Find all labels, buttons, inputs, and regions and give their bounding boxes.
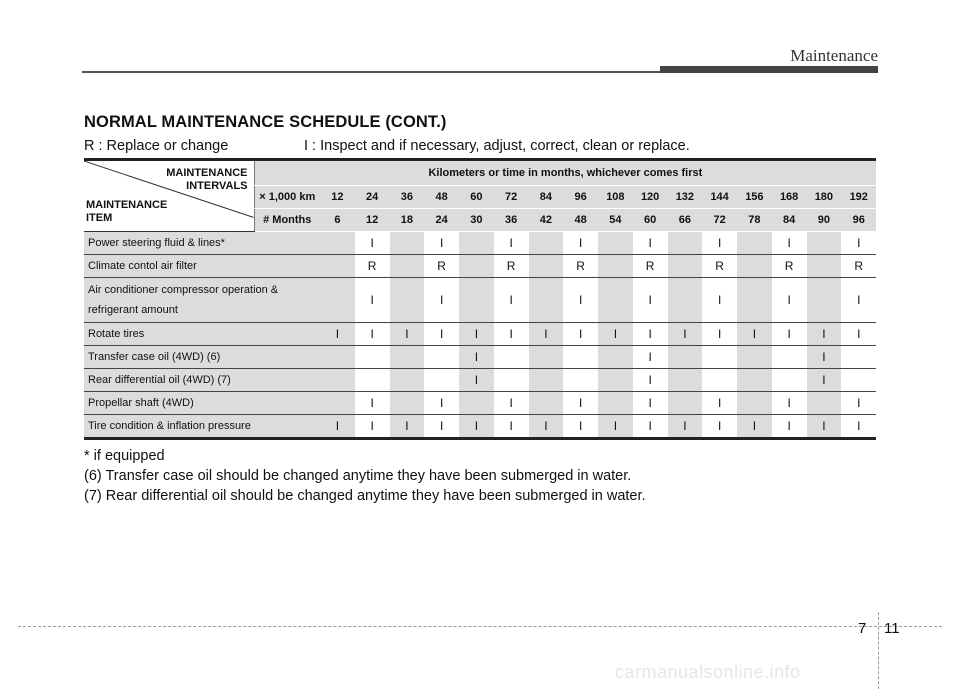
schedule-cell: I [494,232,529,255]
km-value: 24 [355,186,390,209]
schedule-cell: I [702,323,737,346]
schedule-cell: I [424,415,459,439]
schedule-cell [320,232,355,255]
note-transfer-case: (6) Transfer case oil should be changed anytime they have been submerged in water. [84,468,632,484]
km-value: 72 [494,186,529,209]
schedule-cell [424,369,459,392]
schedule-cell: I [633,392,668,415]
schedule-cell: I [841,232,876,255]
months-value: 78 [737,209,772,232]
months-value: 48 [563,209,598,232]
km-value: 168 [772,186,807,209]
header-rule-thin [82,71,662,73]
months-value: 30 [459,209,494,232]
schedule-cell: I [529,415,564,439]
schedule-cell [390,255,425,278]
schedule-cell [320,278,355,323]
schedule-cell [598,278,633,323]
months-value: 36 [494,209,529,232]
schedule-cell: R [424,255,459,278]
schedule-cell: R [702,255,737,278]
schedule-cell [737,232,772,255]
corner-intervals-label: MAINTENANCE INTERVALS [166,167,248,192]
schedule-cell: I [320,323,355,346]
schedule-cell [668,369,703,392]
schedule-cell: I [424,392,459,415]
schedule-cell: I [355,278,390,323]
schedule-cell [807,392,842,415]
page-number: 11 [884,620,900,637]
schedule-cell: I [355,392,390,415]
schedule-cell [841,369,876,392]
schedule-cell: I [633,369,668,392]
schedule-cell: I [494,278,529,323]
schedule-cell: I [841,278,876,323]
schedule-cell [598,392,633,415]
schedule-cell: I [563,392,598,415]
chapter-number: 7 [858,620,867,637]
km-value: 156 [737,186,772,209]
item-label: Rotate tires [84,323,320,346]
table-corner [84,160,254,232]
schedule-cell: I [841,323,876,346]
schedule-cell: I [494,415,529,439]
schedule-cell [529,369,564,392]
item-label: Rear differential oil (4WD) (7) [84,369,320,392]
schedule-cell: I [807,369,842,392]
schedule-cell: I [598,415,633,439]
schedule-cell: I [737,323,772,346]
schedule-cell [390,278,425,323]
schedule-cell: I [563,232,598,255]
schedule-cell [772,346,807,369]
km-value: 36 [390,186,425,209]
km-value: 120 [633,186,668,209]
schedule-cell: I [563,323,598,346]
schedule-cell: I [633,278,668,323]
schedule-cell [737,392,772,415]
schedule-cell [807,255,842,278]
schedule-cell: I [459,323,494,346]
schedule-cell [390,232,425,255]
schedule-cell [529,255,564,278]
schedule-cell: I [459,369,494,392]
months-value: 42 [529,209,564,232]
schedule-cell: R [633,255,668,278]
item-label: Transfer case oil (4WD) (6) [84,346,320,369]
months-value: 96 [841,209,876,232]
schedule-cell [355,369,390,392]
months-value: 18 [390,209,425,232]
schedule-cell: I [390,323,425,346]
schedule-cell: I [807,415,842,439]
schedule-cell: I [633,323,668,346]
table-row [84,346,876,369]
schedule-cell [529,232,564,255]
note-rear-differential: (7) Rear differential oil should be changed anytime they have been submerged in water. [84,488,646,504]
km-value: 132 [668,186,703,209]
table-header-row [84,160,876,186]
km-value: 192 [841,186,876,209]
months-label: # Months [254,209,320,232]
schedule-cell: I [563,415,598,439]
schedule-cell: I [841,392,876,415]
schedule-cell [737,346,772,369]
km-value: 180 [807,186,842,209]
schedule-cell: I [529,323,564,346]
schedule-cell [529,346,564,369]
schedule-cell: I [494,323,529,346]
schedule-cell [668,278,703,323]
legend-inspect: I : Inspect and if necessary, adjust, correct, clean or replace. [304,138,690,154]
footer-rule [18,626,942,627]
schedule-cell: I [598,323,633,346]
schedule-cell [598,232,633,255]
schedule-cell: I [841,415,876,439]
months-value: 60 [633,209,668,232]
schedule-cell [563,369,598,392]
schedule-cell: I [737,415,772,439]
schedule-cell [807,232,842,255]
schedule-cell: I [633,415,668,439]
schedule-cell: I [459,346,494,369]
km-value: 12 [320,186,355,209]
watermark: carmanualsonline.info [615,662,801,682]
schedule-cell [320,392,355,415]
schedule-cell: I [702,415,737,439]
schedule-cell [494,369,529,392]
table-row [84,232,876,255]
months-value: 54 [598,209,633,232]
schedule-cell [529,392,564,415]
schedule-cell [598,369,633,392]
km-label: × 1,000 km [254,186,320,209]
schedule-cell: I [772,392,807,415]
schedule-cell: I [355,232,390,255]
schedule-cell [320,346,355,369]
schedule-cell [320,369,355,392]
schedule-cell: R [494,255,529,278]
schedule-cell: I [424,278,459,323]
schedule-cell [355,346,390,369]
table-row [84,392,876,415]
schedule-cell: I [807,346,842,369]
schedule-cell: R [355,255,390,278]
schedule-cell: I [772,278,807,323]
schedule-cell [772,369,807,392]
table-row [84,369,876,392]
schedule-cell [737,369,772,392]
schedule-cell [459,255,494,278]
schedule-cell: I [563,278,598,323]
corner-item-label: MAINTENANCE ITEM [86,199,168,224]
schedule-cell [737,255,772,278]
schedule-cell: I [772,415,807,439]
schedule-cell [841,346,876,369]
schedule-cell [598,346,633,369]
schedule-cell: I [355,415,390,439]
schedule-cell [320,255,355,278]
footnotes [84,446,646,506]
table-row [84,323,876,346]
item-label-line: refrigerant amount [88,304,178,316]
maintenance-schedule-table [84,158,876,440]
schedule-cell: I [668,323,703,346]
schedule-cell [459,232,494,255]
schedule-cell: I [633,232,668,255]
item-label: Power steering fluid & lines* [84,232,320,255]
item-label: Propellar shaft (4WD) [84,392,320,415]
schedule-cell: I [355,323,390,346]
schedule-cell [563,346,598,369]
schedule-cell: I [702,278,737,323]
item-label: Climate contol air filter [84,255,320,278]
schedule-cell: I [424,232,459,255]
km-value: 60 [459,186,494,209]
schedule-cell: I [702,392,737,415]
section-title: Maintenance [790,46,878,65]
km-value: 96 [563,186,598,209]
km-value: 48 [424,186,459,209]
months-value: 24 [424,209,459,232]
schedule-cell: I [807,323,842,346]
schedule-cell [668,232,703,255]
schedule-cell [494,346,529,369]
km-value: 144 [702,186,737,209]
header-rule-thick [660,66,878,73]
span-header: Kilometers or time in months, whichever comes first [254,160,876,186]
months-value: 72 [702,209,737,232]
schedule-cell [459,392,494,415]
km-value: 84 [529,186,564,209]
page-title: NORMAL MAINTENANCE SCHEDULE (CONT.) [84,113,447,131]
item-label-line: Air conditioner compressor operation & [88,284,279,296]
schedule-cell: I [772,323,807,346]
note-equipped: * if equipped [84,448,165,464]
schedule-cell: I [424,323,459,346]
item-label: Tire condition & inflation pressure [84,415,320,439]
table-row [84,255,876,278]
schedule-cell [390,346,425,369]
schedule-cell [668,346,703,369]
schedule-cell [807,278,842,323]
schedule-cell: R [772,255,807,278]
schedule-cell: I [390,415,425,439]
legend-replace: R : Replace or change [84,138,229,154]
schedule-cell: I [459,415,494,439]
schedule-cell [702,369,737,392]
months-value: 66 [668,209,703,232]
schedule-cell: R [563,255,598,278]
schedule-cell [668,255,703,278]
schedule-cell: I [494,392,529,415]
schedule-cell [390,392,425,415]
schedule-cell: I [633,346,668,369]
months-value: 90 [807,209,842,232]
schedule-cell: I [668,415,703,439]
table-row [84,415,876,439]
schedule-cell: R [841,255,876,278]
item-label [84,278,320,323]
schedule-cell: I [772,232,807,255]
schedule-cell: I [320,415,355,439]
footer-divider [878,612,879,689]
km-value: 108 [598,186,633,209]
schedule-cell [702,346,737,369]
schedule-cell [529,278,564,323]
schedule-cell [598,255,633,278]
schedule-cell [390,369,425,392]
schedule-cell [668,392,703,415]
months-value: 84 [772,209,807,232]
schedule-cell [424,346,459,369]
months-value: 12 [355,209,390,232]
schedule-cell: I [702,232,737,255]
schedule-cell [459,278,494,323]
schedule-cell [737,278,772,323]
months-value: 6 [320,209,355,232]
table-row [84,278,876,323]
